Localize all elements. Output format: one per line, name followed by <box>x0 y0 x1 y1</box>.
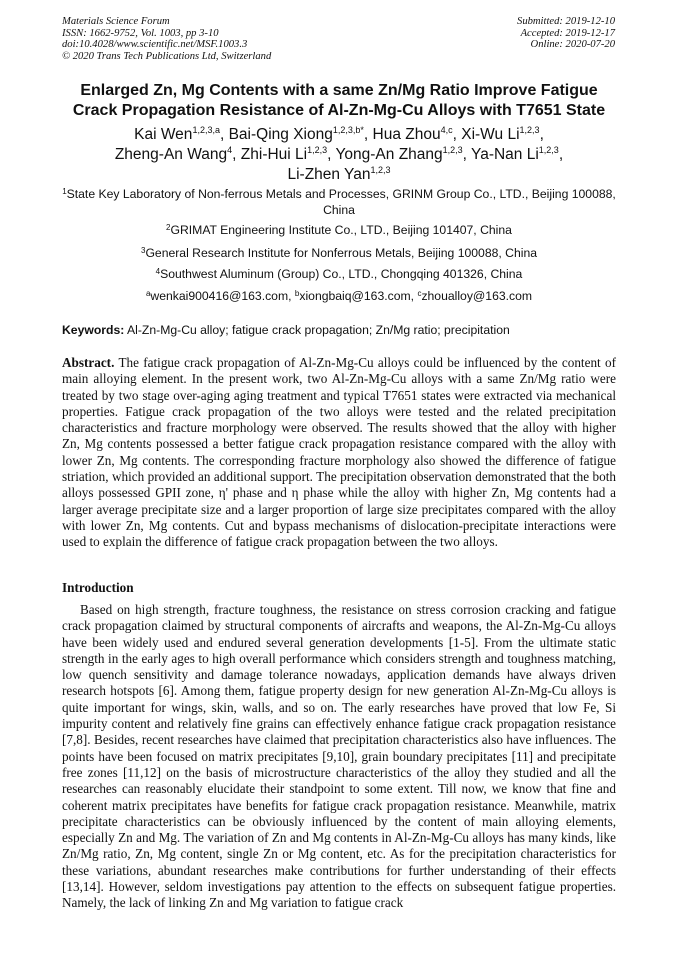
affiliation-3: $^3$General Research Institute for Nonferrous Metals, Beijing 100088, China <box>140 246 538 260</box>
author: Zheng-An Wang$^4$, <box>114 145 241 163</box>
email-link[interactable]: zhoualloy@163.com <box>421 289 533 303</box>
section-heading-introduction: Introduction <box>62 580 134 595</box>
online-date: Online: 2020-07-20 <box>530 39 615 51</box>
author: Yong-An Zhang$^{1,2,3}$, <box>335 145 472 163</box>
accepted-date: Accepted: 2019-12-17 <box>520 27 615 39</box>
abstract-text: The fatigue crack propagation of Al-Zn-Mg-Cu alloys could be influenced by the content of main alloying element. In the present work, two Al-Zn-Mg-Cu alloys with a same Zn/Mg ratio were treated by two stage over-aging aging treatment and typical T7651 states were extracted via mechanical properties. Fatigue crack propagation of the two alloys were tested and the related precipitation characteristics and fracture morphology were observed. The results showed that the alloy with higher Zn, Mg contents possessed a better fatigue crack propagation resistance compared with the alloy with lower Zn, Mg contents. The corresponding fracture morphology also showed the difference of fatigue striation, which provided an additional support. The precipitation observation demonstrated that the both alloys possessed GPII zone, η' phase and η phase while the alloy with higher Zn, Mg contents had a larger average precipitate size and a larger proportion of large size precipitates compared with the alloy with lower Zn, Mg contents. Cut and bypass mechanisms of dislocation-precipitate interactions were used to explain the difference of fatigue crack propagation between the two alloys. <box>62 355 616 550</box>
email-link[interactable]: wenkai900416@163.com <box>150 289 289 303</box>
author: Zhi-Hui Li$^{1,2,3}$, <box>240 145 336 163</box>
author: Ya-Nan Li$^{1,2,3}$, <box>471 145 564 163</box>
abstract <box>62 355 616 551</box>
author: Xi-Wu Li$^{1,2,3}$, <box>461 125 544 143</box>
keywords <box>62 322 616 338</box>
introduction-paragraph: Based on high strength, fracture toughness, the resistance on stress corrosion cracking and fatigue crack propagation claimed by structural components of aircrafts and weapons, the Al-Zn-Mg-Cu alloys have been widely used and endured several generation developments [1-5]. From the ultimate static strength in the early ages to high overall performance which considers strength and toughness matching, low quench sensitivity and damage tolerance nowadays, application demands have always driven research hotspots [6]. Among them, fatigue property design for new generation Al-Zn-Mg-Cu alloys is quite important for wings, skin, walls, and so on. The early researches have proved that low Fe, Si impurity content and relatively fine grains can effectively enhance fatigue crack propagation resistance [7,8]. Besides, recent researches have claimed that precipitation characteristics also have influences. The points have been focused on matrix precipitates [9,10], grain boundary precipitates [11] and precipitate free zones [11,12] on the basis of microstructure characteristics of the alloy they studied and all the researches can reasonably elucidate their standpoint to some extent. Till now, we know that fine and coherent matrix precipitates have benefits for fatigue crack propagation resistance. Meanwhile, matrix precipitate characteristics can be obviously influenced by the content of main alloying elements, especially Zn and Mg. The variation of Zn and Mg contents in Al-Zn-Mg-Cu alloys has many kinds, like Zn/Mg ratio, Zn, Mg content, single Zn or Mg content, etc. As for the precipitation characteristics for these variations, abundant researches make contributions for further understanding of their effects [13,14]. However, seldom investigations pay attention to the effects on subsequent fatigue properties. Namely, the lack of linking Zn and Mg variation to fatigue crack <box>62 602 616 911</box>
author: Li-Zhen Yan$^{1,2,3}$ <box>287 165 391 183</box>
author: Bai-Qing Xiong$^{1,2,3,b*}$, <box>228 125 373 143</box>
keywords-text: Al-Zn-Mg-Cu alloy; fatigue crack propagation; Zn/Mg ratio; precipitation <box>124 323 510 337</box>
journal-header <box>62 16 271 62</box>
author-emails: $^a$wenkai900416@163.com, $^b$xiongbaiq@163.com, $^c$zhoualloy@163.com <box>145 289 533 303</box>
journal-name: Materials Science Forum <box>62 16 170 27</box>
author-list <box>62 125 616 185</box>
journal-doi: doi:10.4028/www.scientific.net/MSF.1003.3 <box>62 39 248 51</box>
email-link[interactable]: xiongbaiq@163.com <box>299 289 411 303</box>
journal-copyright: © 2020 Trans Tech Publications Ltd, Switzerland <box>62 50 272 62</box>
affiliation-2: $^2$GRIMAT Engineering Institute Co., LTD., Beijing 101407, China <box>166 223 512 237</box>
abstract-label: Abstract. <box>62 355 115 370</box>
author: Hua Zhou$^{4,c}$, <box>372 125 462 143</box>
journal-issn: ISSN: 1662-9752, Vol. 1003, pp 3-10 <box>62 27 219 39</box>
author: Kai Wen$^{1,2,3,a}$, <box>134 125 229 143</box>
affiliation-4: $^4$Southwest Aluminum (Group) Co., LTD., Chongqing 401326, China <box>155 267 523 281</box>
paper-title: Enlarged Zn, Mg Contents with a same Zn/Mg Ratio Improve Fatigue Crack Propagation Resistance of Al-Zn-Mg-Cu Alloys with T7651 State <box>72 82 606 119</box>
keywords-label: Keywords: <box>62 323 125 337</box>
affiliation-1: $^1$State Key Laboratory of Non-ferrous Metals and Processes, GRINM Group Co., LTD., Beijing 100088, China <box>62 187 616 217</box>
dates-header <box>517 16 615 51</box>
submitted-date: Submitted: 2019-12-10 <box>517 16 615 27</box>
